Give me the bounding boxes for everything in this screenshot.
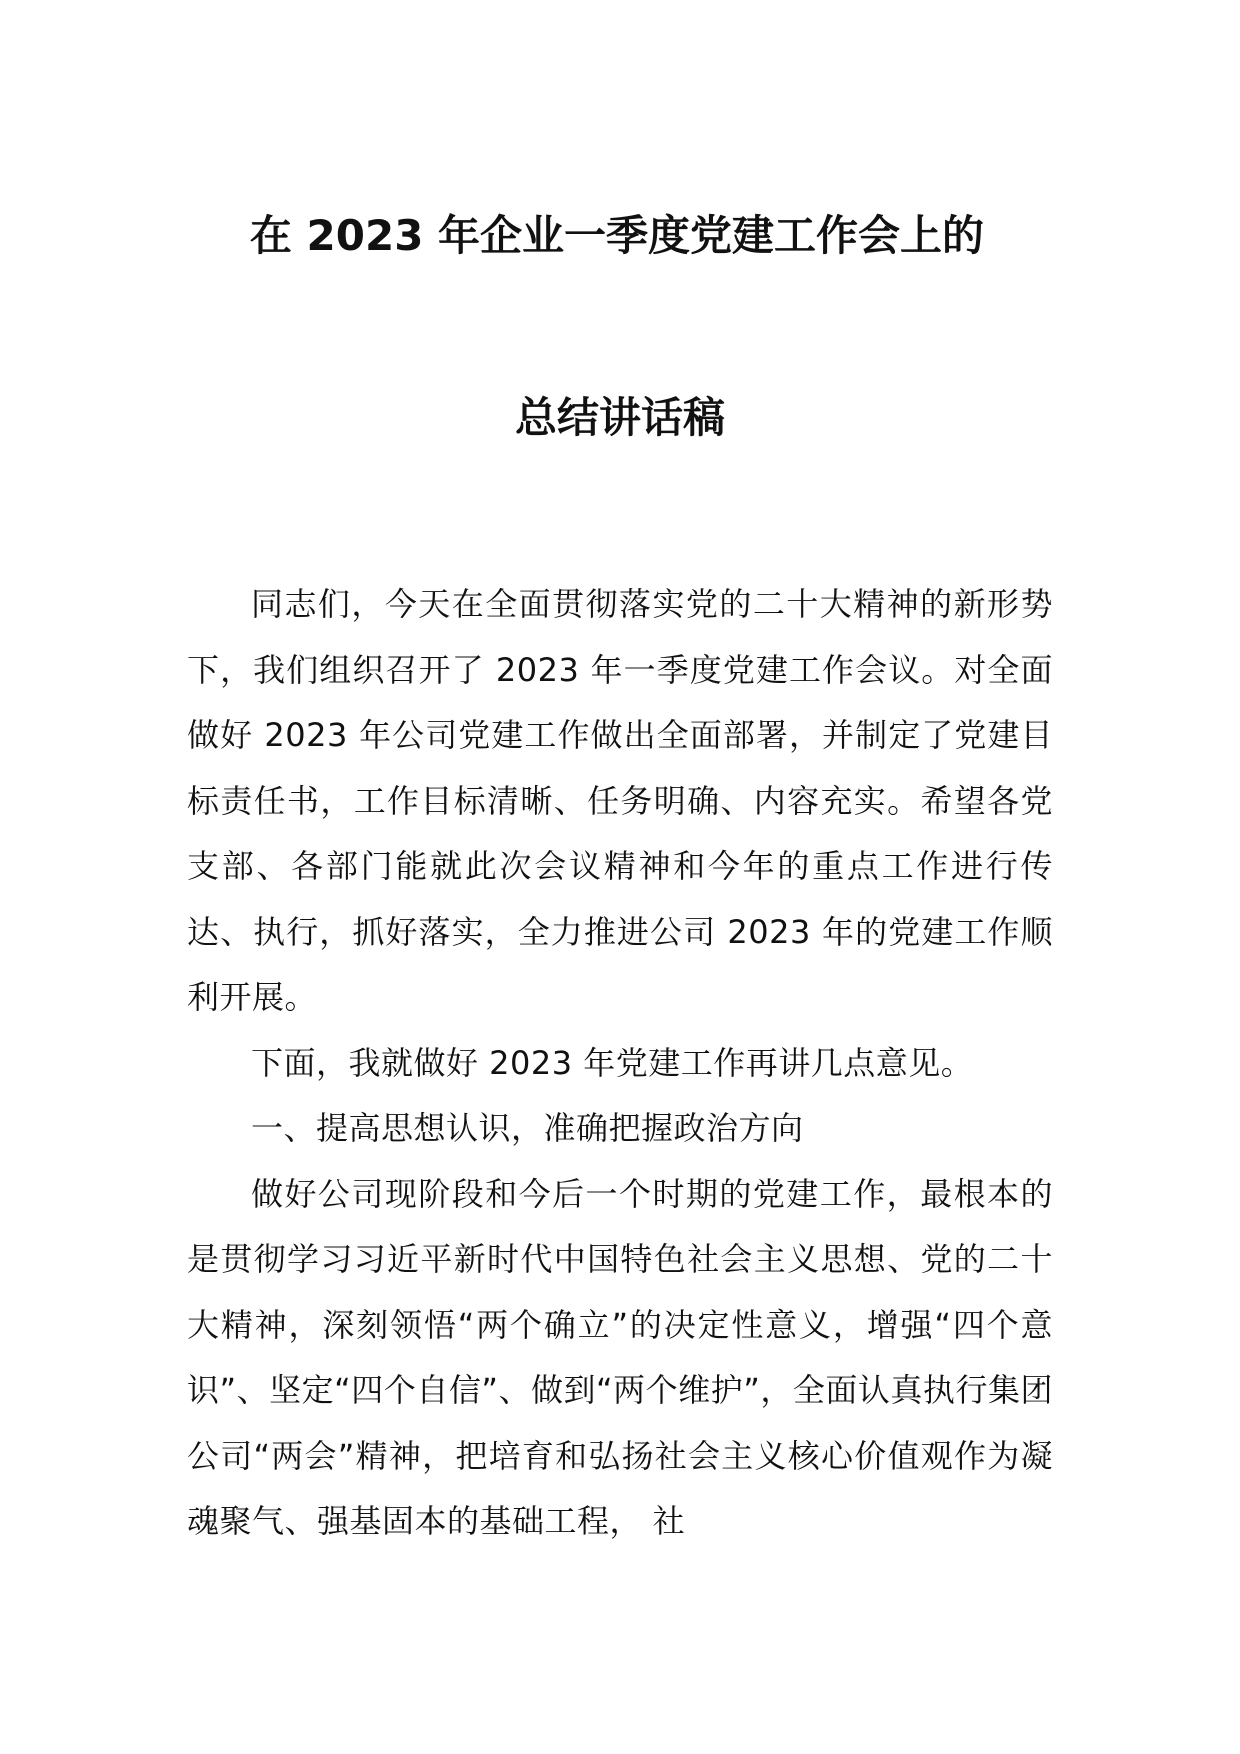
body-paragraph: 同志们，今天在全面贯彻落实党的二十大精神的新形势下，我们组织召开了 2023 年一季度党建工作会议。对全面做好 2023 年公司党建工作做出全面部署，并制定了党建目标责任书，工作目标清晰、任务明确、内容充实。希望各党支部、各部门能就此次会议精神和今年的重点工作进行传达、执行，抓好落实，全力推进公司 2023 年的党建工作顺利开展。 — [187, 585, 1053, 1016]
section-heading: 一、提高思想认识，准确把握政治方向 — [251, 1109, 804, 1147]
document-body — [187, 572, 1053, 1555]
document-title-line-2: 总结讲话稿 — [514, 393, 725, 442]
body-paragraph: 做好公司现阶段和今后一个时期的党建工作，最根本的是贯彻学习习近平新时代中国特色社会主义思想、党的二十大精神，深刻领悟“两个确立”的决定性意义，增强“四个意识”、坚定“四个自信”、做到“两个维护”，全面认真执行集团公司“两会”精神，把培育和弘扬社会主义核心价值观作为凝魂聚气、强基固本的基础工程， 社 — [187, 1174, 1053, 1540]
body-paragraph: 下面，我就做好 2023 年党建工作再讲几点意见。 — [251, 1043, 974, 1082]
document-title-line-1: 在 2023 年企业一季度党建工作会上的 — [249, 211, 985, 260]
